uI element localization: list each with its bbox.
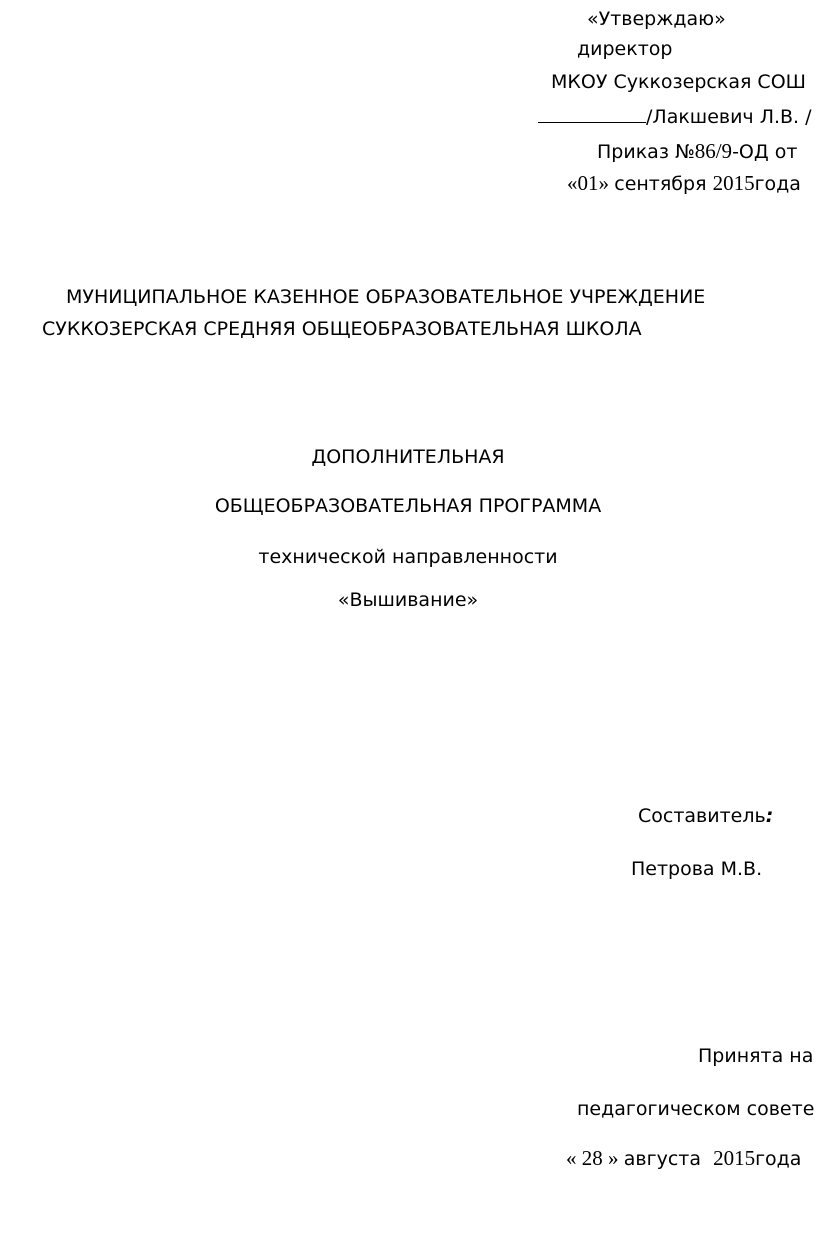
adoption-date xyxy=(566,1146,801,1171)
approval-date xyxy=(567,171,801,196)
approval-date-day: «01» xyxy=(567,171,615,195)
approval-date-year: 2015 xyxy=(712,171,755,195)
signature-blank-line xyxy=(538,103,646,123)
program-title-line2: ОБЩЕОБРАЗОВАТЕЛЬНАЯ ПРОГРАММА xyxy=(214,495,602,517)
institution-name-line1: МУНИЦИПАЛЬНОЕ КАЗЕННОЕ ОБРАЗОВАТЕЛЬНОЕ УЧРЕЖДЕНИЕ xyxy=(66,286,706,308)
program-direction: технической направленности xyxy=(258,546,558,568)
program-title-line1-text: ДОПОЛНИТЕЛЬНАЯ xyxy=(311,446,505,468)
approval-date-suffix: года xyxy=(754,173,801,195)
approval-heading: «Утверждаю» xyxy=(587,8,726,30)
institution-name-line2: СУККОЗЕРСКАЯ СРЕДНЯЯ ОБЩЕОБРАЗОВАТЕЛЬНАЯ ШКОЛА xyxy=(42,318,642,340)
adoption-line2: педагогическом совете xyxy=(577,1098,815,1120)
order-suffix: -ОД от xyxy=(732,141,798,163)
order-prefix: Приказ № xyxy=(597,141,695,163)
order-number: 86/9 xyxy=(694,139,733,163)
program-name: «Вышивание» xyxy=(337,589,479,611)
program-title-line1 xyxy=(0,445,816,469)
signature-row xyxy=(538,103,812,129)
adoption-line1: Принята на xyxy=(698,1045,814,1067)
approver-position: директор xyxy=(577,38,673,60)
order-reference xyxy=(597,139,797,164)
signature-name: /Лакшевич Л.В. / xyxy=(646,106,812,128)
author-label-line xyxy=(638,804,773,828)
author-label-colon: : xyxy=(765,805,774,827)
author-name: Петрова М.В. xyxy=(631,858,763,880)
author-label: Составитель xyxy=(638,805,766,827)
approval-date-month: сентября xyxy=(614,173,713,195)
approver-organization: МКОУ Суккозерская СОШ xyxy=(551,71,806,93)
adoption-date-month: августа xyxy=(623,1148,714,1170)
adoption-date-day: « 28 » xyxy=(566,1146,624,1170)
adoption-date-year: 2015 xyxy=(713,1146,756,1170)
adoption-date-suffix: года xyxy=(755,1148,802,1170)
